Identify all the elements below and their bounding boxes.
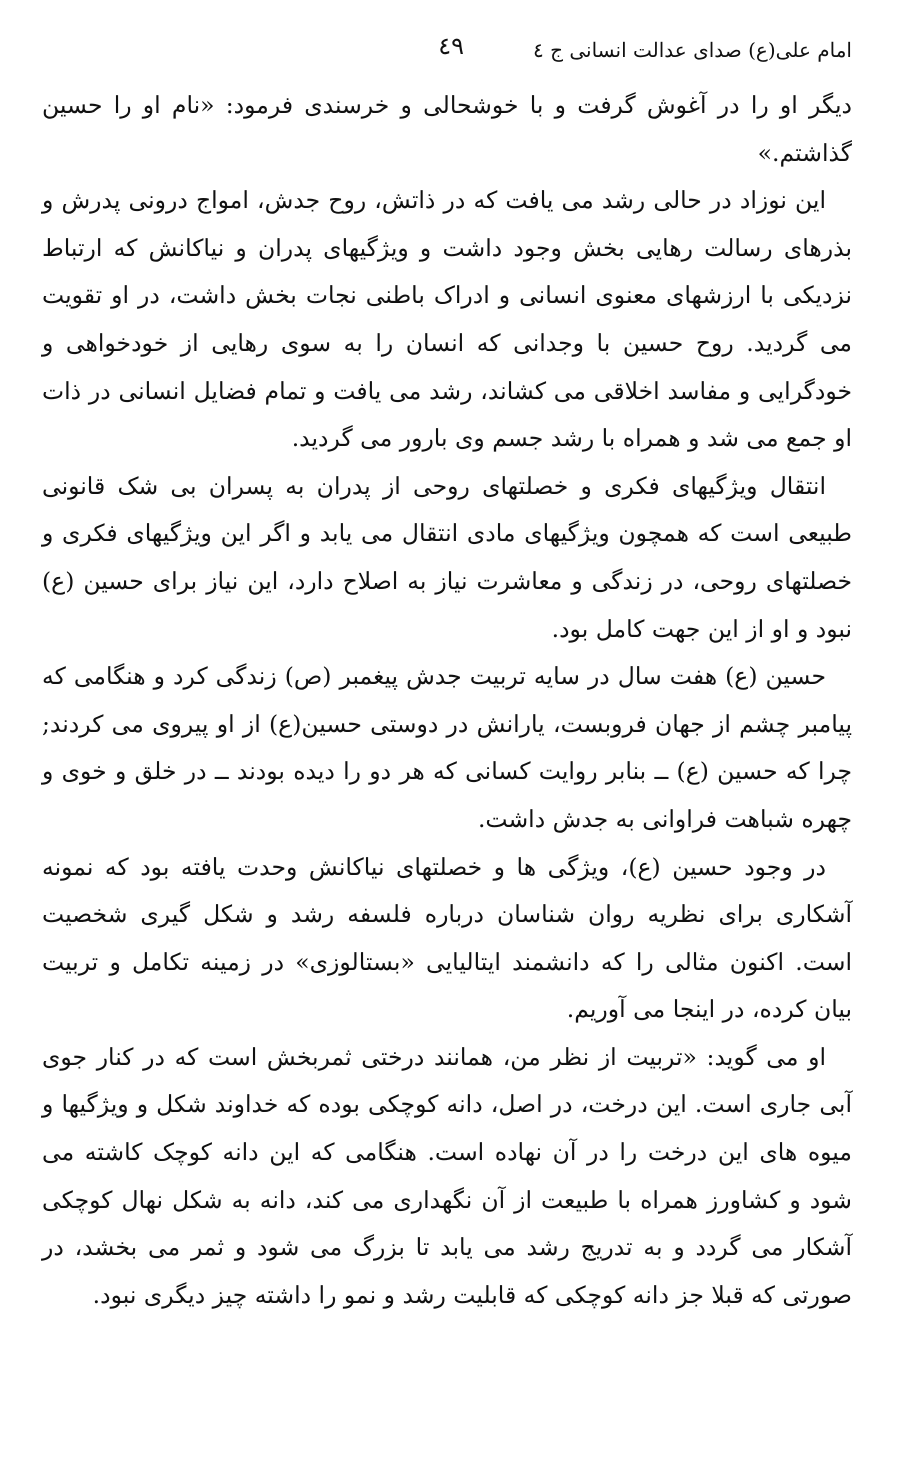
paragraph: در وجود حسین (ع)، ویژگی ها و خصلتهای نیاکانش وحدت یافته بود که نمونه آشکاری برای نظریه روان شناسان درباره فلسفه رشد و شکل گیری شخصیت است. اکنون مثالی را که دانشمند ایتالیایی «بستالوزی» در زمینه تکامل و تربیت بیان کرده، در اینجا می آوریم. [42,852,852,1024]
page-number: ٤٩ [438,32,464,60]
body-text [42,82,852,1319]
paragraph-continuation: دیگر او را در آغوش گرفت و با خوشحالی و خرسندی فرمود: «نام او را حسین گذاشتم.» [42,91,852,167]
running-header [42,30,852,82]
paragraph: حسین (ع) هفت سال در سایه تربیت جدش پیغمبر (ص) زندگی کرد و هنگامی که پیامبر چشم از جهان فروبست، یارانش در دوستی حسین(ع) از او پیروی می کردند; چرا که حسین (ع) ــ بنابر روایت کسانی که هر دو را دیده بودند ــ در خلق و خوی و چهره شباهت فراوانی به جدش داشت. [42,662,852,833]
paragraph: انتقال ویژگیهای فکری و خصلتهای روحی از پدران به پسران بی شک قانونی طبیعی است که همچون ویژگیهای مادی انتقال می یابد و اگر این ویژگیهای فکری و خصلتهای روحی، در زندگی و معاشرت نیاز به اصلاح دارد، این نیاز برای حسین (ع) نبود و او از این جهت کامل بود. [42,471,852,643]
paragraph: این نوزاد در حالی رشد می یافت که در ذاتش، روح جدش، امواج درونی پدرش و بذرهای رسالت رهایی بخش وجود داشت و ویژگیهای پدران و نیاکانش که ارتباط نزدیکی با ارزشهای معنوی انسانی و ادراک باطنی نجات بخش داشت، در او تقویت می گردید. روح حسین با وجدانی که انسان را به سوی رهایی از خودخواهی و خودگرایی و مفاسد اخلاقی می کشاند، رشد می یافت و تمام فضایل انسانی در ذات او جمع می شد و همراه با رشد جسم وی بارور می گردید. [42,186,852,453]
book-page [42,30,852,1450]
header-title: امام علی(ع) صدای عدالت انسانی ج ٤ [532,38,852,62]
paragraph: او می گوید: «تربیت از نظر من، همانند درختی ثمربخش است که در کنار جوی آبی جاری است. این درخت، در اصل، دانه کوچکی بوده که خداوند شکل و ویژگیها و میوه های این درخت را در آن نهاده است. هنگامی که این دانه کوچک کاشته می شود و کشاورز همراه با طبیعت از آن نگهداری می کند، دانه به شکل نهال کوچکی آشکار می گردد و به تدریج رشد می یابد تا بزرگ می شود و ثمر می بخشد، در صورتی که قبلا جز دانه کوچکی که قابلیت رشد و نمو را داشته چیز دیگری نبود. [42,1042,852,1309]
